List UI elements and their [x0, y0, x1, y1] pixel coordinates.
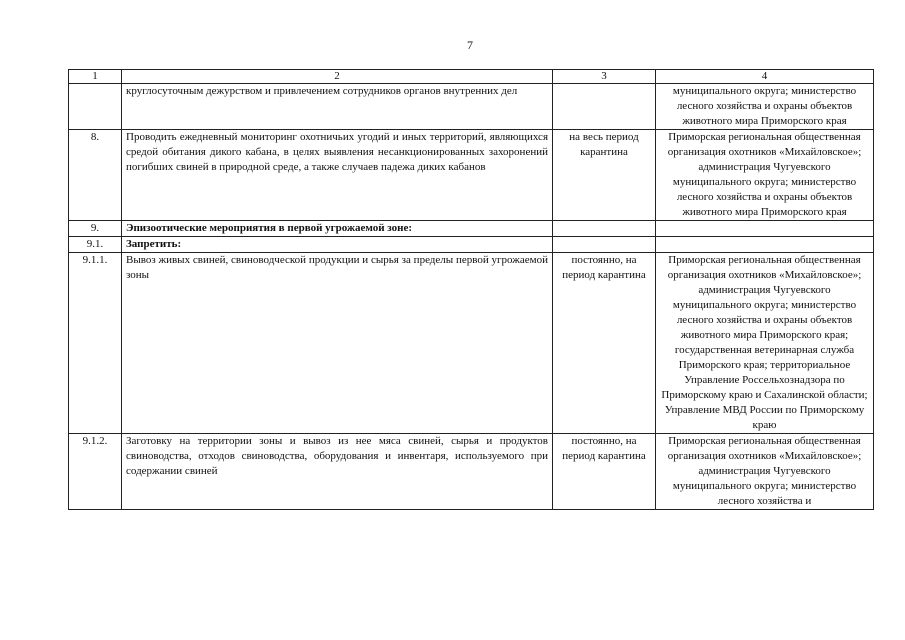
column-header-4: 4: [656, 70, 874, 84]
table-row: [69, 84, 874, 130]
section-heading: Запретить:: [122, 237, 553, 253]
column-header-3: 3: [553, 70, 656, 84]
column-header-1: 1: [69, 70, 122, 84]
responsible-text: Приморская региональная общественная организация охотников «Михайловское»; администрация Чугуевского муниципального округа; министерство лесного хозяйства и охраны объектов животного мира Приморского края; государственная ветеринарная служба Приморского края; территориальное Управление Россельхознадзора по Приморскому краю и Сахалинской области; Управление МВД России по Приморскому краю: [656, 253, 874, 434]
row-number: [69, 84, 122, 130]
row-number: 9.1.: [69, 237, 122, 253]
section-heading: Эпизоотические мероприятия в первой угрожаемой зоне:: [122, 221, 553, 237]
measures-table: [68, 69, 874, 510]
measure-text: круглосуточным дежурством и привлечением сотрудников органов внутренних дел: [122, 84, 553, 130]
responsible-text: муниципального округа; министерство лесного хозяйства и охраны объектов животного мира Приморского края: [656, 84, 874, 130]
row-number: 9.1.1.: [69, 253, 122, 434]
period-text: [553, 237, 656, 253]
table-row: [69, 434, 874, 510]
column-header-2: 2: [122, 70, 553, 84]
table-row: [69, 237, 874, 253]
responsible-text: [656, 237, 874, 253]
period-text: [553, 84, 656, 130]
row-number: 8.: [69, 130, 122, 221]
responsible-text: Приморская региональная общественная организация охотников «Михайловское»; администрация Чугуевского муниципального округа; министерство лесного хозяйства и охраны объектов животного мира Приморского края: [656, 130, 874, 221]
table-row: [69, 130, 874, 221]
measure-text: Вывоз живых свиней, свиноводческой продукции и сырья за пределы первой угрожаемой зоны: [122, 253, 553, 434]
responsible-text: Приморская региональная общественная организация охотников «Михайловское»; администрация Чугуевского муниципального округа; министерство лесного хозяйства и: [656, 434, 874, 510]
table-row: [69, 221, 874, 237]
measure-text: Заготовку на территории зоны и вывоз из нее мяса свиней, сырья и продуктов свиноводства, отходов свиноводства, оборудования и инвентаря, используемого при содержании свиней: [122, 434, 553, 510]
period-text: постоянно, на период карантина: [553, 253, 656, 434]
row-number: 9.1.2.: [69, 434, 122, 510]
period-text: на весь период карантина: [553, 130, 656, 221]
row-number: 9.: [69, 221, 122, 237]
responsible-text: [656, 221, 874, 237]
page-number: 7: [467, 38, 473, 52]
table-header-row: [69, 70, 874, 84]
period-text: постоянно, на период карантина: [553, 434, 656, 510]
period-text: [553, 221, 656, 237]
measure-text: Проводить ежедневный мониторинг охотничьих угодий и иных территорий, являющихся средой обитания дикого кабана, в целях выявления несанкционированных захоронений погибших свиней в природной среде, а также случаев падежа диких кабанов: [122, 130, 553, 221]
table-row: [69, 253, 874, 434]
